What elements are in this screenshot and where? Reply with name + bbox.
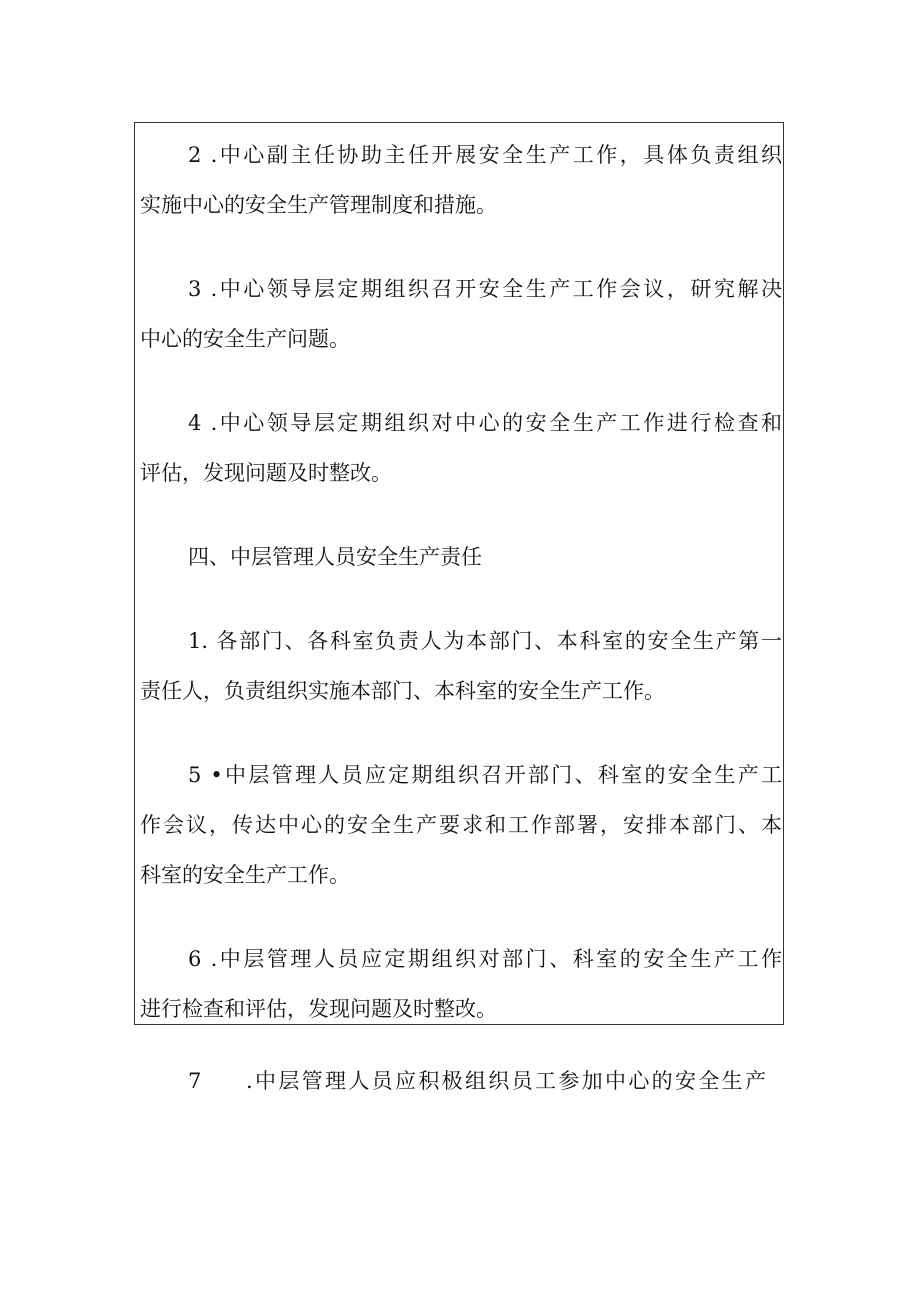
paragraph-1b-text-1: 1. 各部门、各科室负责人为本部门、本科室的安全生产第一 [188, 629, 782, 653]
paragraph-4-text-1: 4 .中心领导层定期组织对中心的安全生产工作进行检查和 [188, 411, 782, 435]
paragraph-2-line-2: 实施中心的安全生产管理制度和措施。 [140, 193, 497, 217]
paragraph-7-number: 7 [188, 1069, 202, 1093]
paragraph-1b-line-1 [188, 626, 782, 656]
paragraph-4-line-1 [188, 408, 782, 438]
paragraph-3-line-2: 中心的安全生产问题。 [140, 327, 350, 351]
paragraph-3-line-1 [188, 274, 782, 304]
paragraph-6-line-1 [188, 944, 782, 974]
paragraph-2-line-1 [188, 140, 782, 170]
paragraph-5-line-2 [140, 810, 782, 840]
paragraph-6-text-1: 6 .中层管理人员应定期组织对部门、科室的安全生产工作 [188, 947, 782, 971]
paragraph-7-line-1 [246, 1066, 766, 1096]
section-heading: 四、中层管理人员安全生产责任 [188, 545, 482, 569]
paragraph-2-text-1: 2 .中心副主任协助主任开展安全生产工作，具体负责组织 [188, 143, 782, 167]
paragraph-3-text-1: 3 .中心领导层定期组织召开安全生产工作会议，研究解决 [188, 277, 782, 301]
paragraph-6-line-2: 进行检查和评估，发现问题及时整改。 [140, 997, 497, 1021]
paragraph-5-text-2: 作会议，传达中心的安全生产要求和工作部署，安排本部门、本 [140, 813, 782, 837]
paragraph-1b-line-2: 责任人，负责组织实施本部门、本科室的安全生产工作。 [140, 679, 665, 703]
paragraph-5-text-1: 5 •中层管理人员应定期组织召开部门、科室的安全生产工 [188, 763, 782, 787]
paragraph-5-line-3: 科室的安全生产工作。 [140, 863, 350, 887]
paragraph-5-line-1 [188, 760, 782, 790]
paragraph-4-line-2: 评估，发现问题及时整改。 [140, 461, 392, 485]
paragraph-7-text: .中层管理人员应积极组织员工参加中心的安全生产 [246, 1069, 766, 1093]
